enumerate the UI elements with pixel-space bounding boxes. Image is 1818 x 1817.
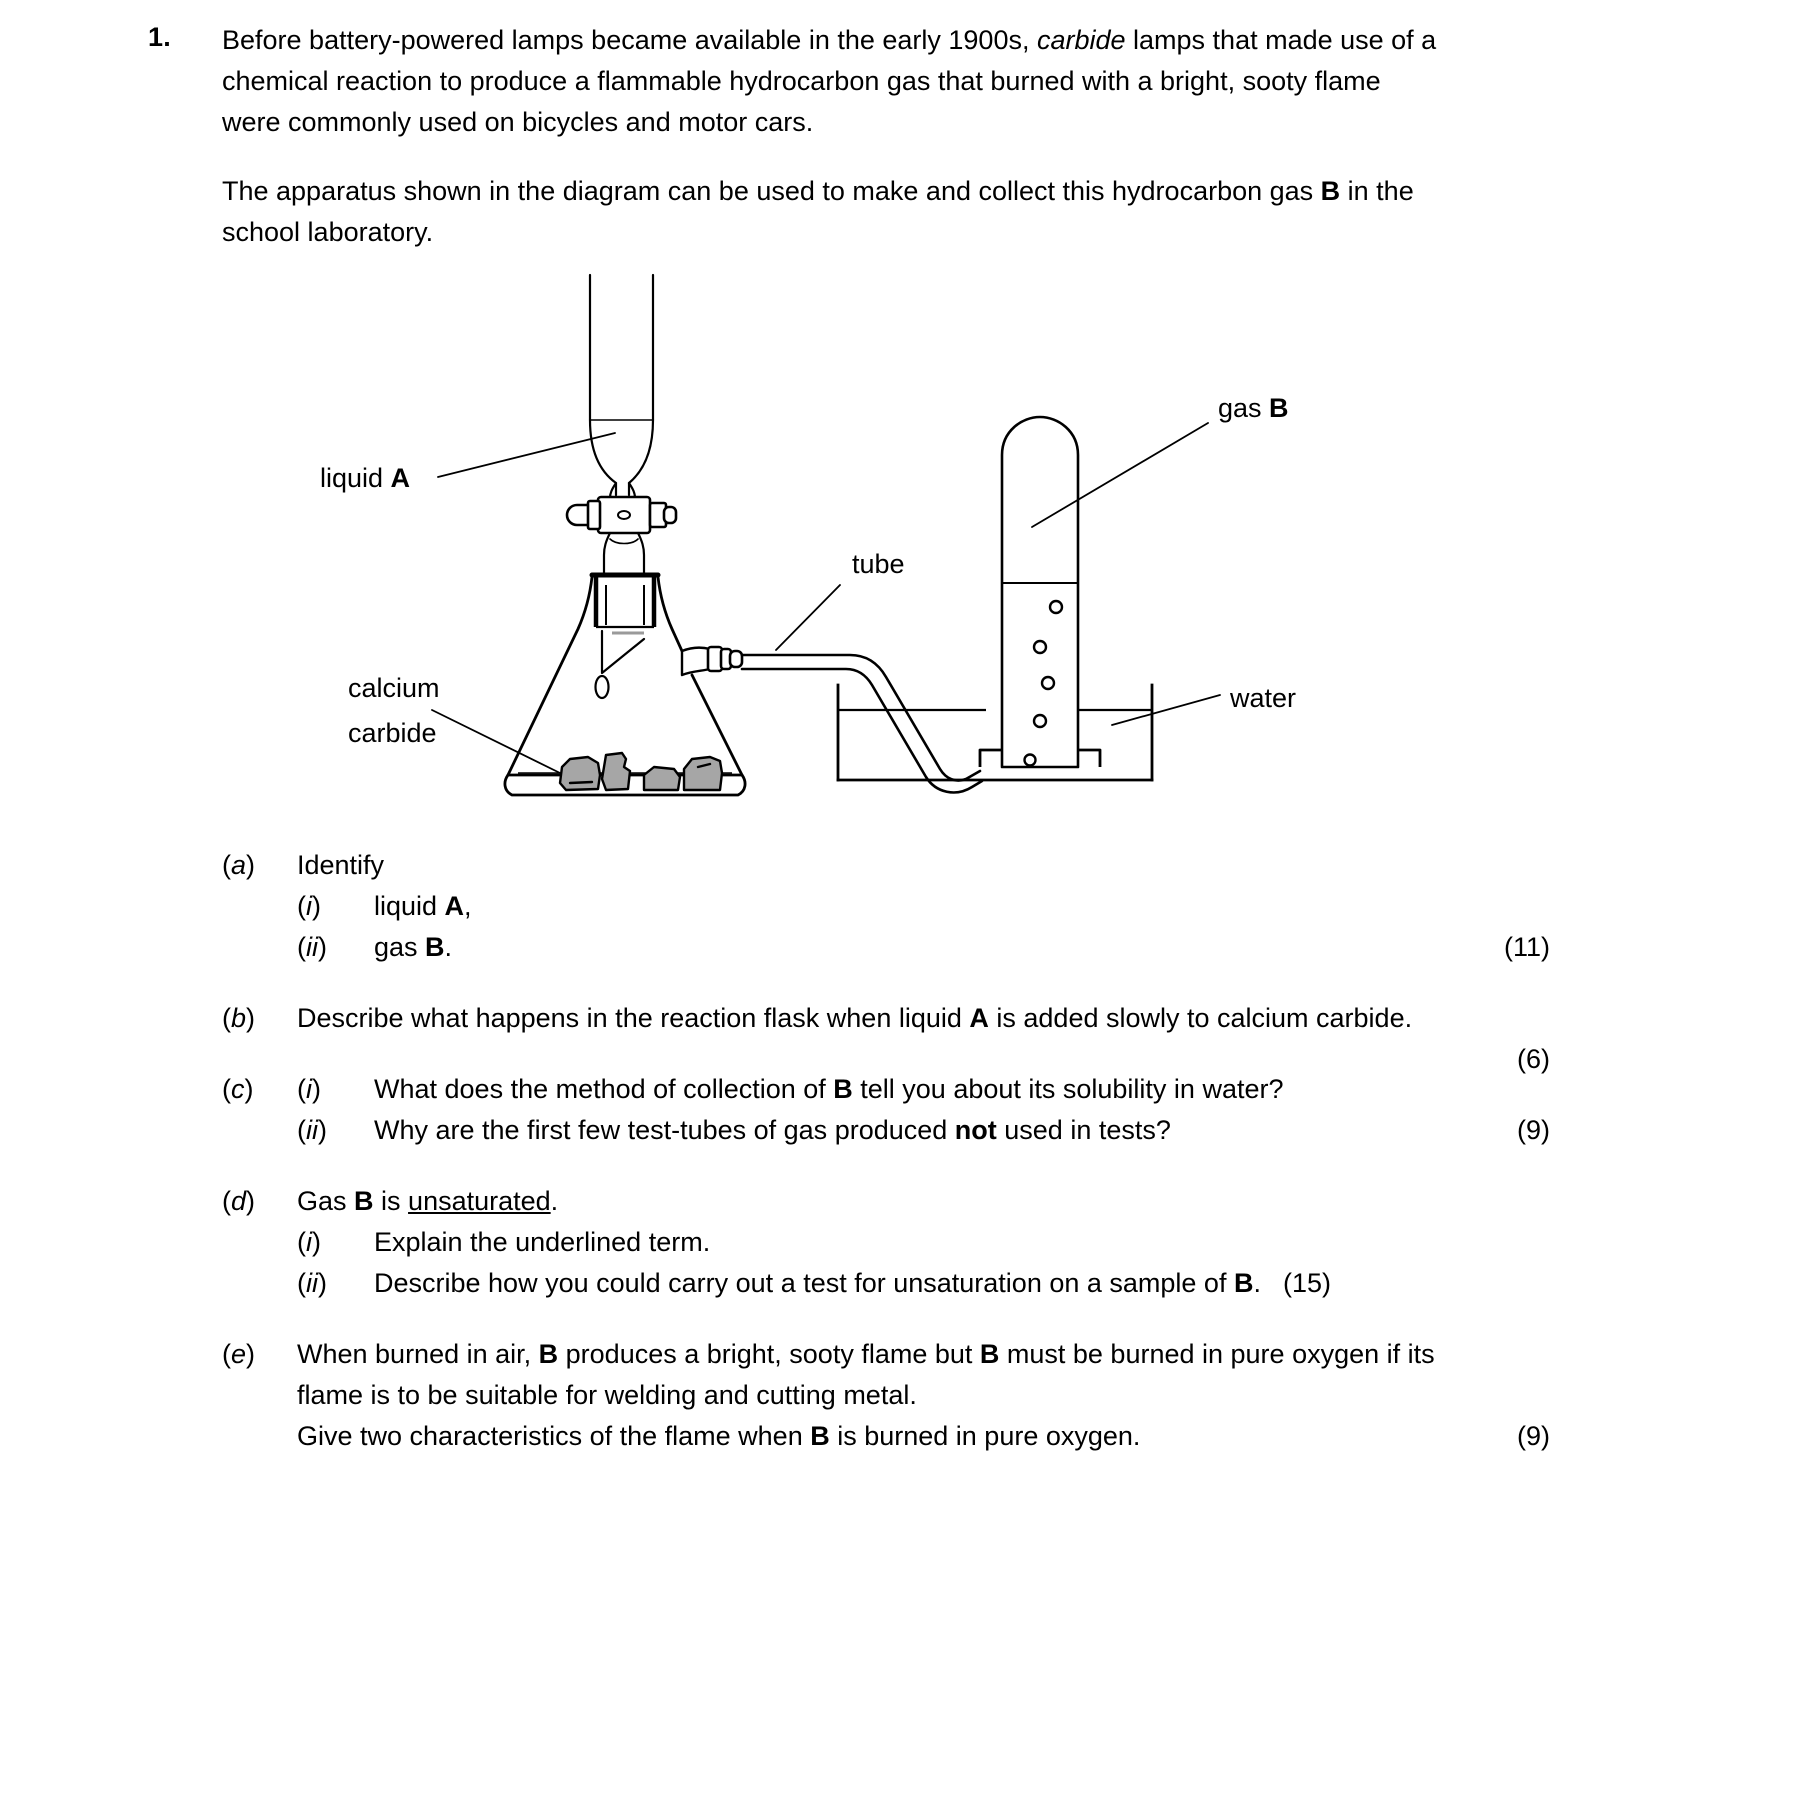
part-d [222,1181,1542,1304]
stopcock-handle-collar [588,501,600,529]
stopcock-right-stub [664,507,676,523]
stem-p2-part-a: The apparatus shown in the diagram can be used to make and collect this hydrocarbon gas [222,176,1321,206]
part-c-label: (c) [222,1074,254,1104]
gas-bubble-1 [1050,601,1062,613]
tube-support-left [980,750,1002,767]
gas-bubble-3 [1042,677,1054,689]
part-b [222,998,1550,1074]
part-b-text: Describe what happens in the reaction flask when liquid A is added slowly to calcium carbide. [297,1003,1413,1033]
part-d-sub-ii-label: (ii) [297,1268,327,1298]
stem-p1-italic-carbide: carbide [1036,25,1126,55]
part-d-sub-i-text: Explain the underlined term. [374,1227,711,1257]
stem-p2-bold-b: B [1320,176,1341,206]
label-gas-b-text: gas [1218,393,1270,423]
funnel-cone-left [590,420,616,495]
part-e-marks: (9) [1517,1421,1550,1451]
apparatus-diagram [240,255,1580,825]
part-d-sub-i-row [222,1222,1542,1263]
label-gas-b-bold: B [1269,393,1289,423]
part-a-sub-i-label: (i) [297,891,321,921]
part-a-heading-row [222,845,1542,886]
carbide-lump-1 [560,757,600,790]
part-d-sub-ii-row [222,1263,1542,1304]
label-liquid-a-text: liquid [320,463,391,493]
part-d-sub-i-label: (i) [297,1227,321,1257]
stopcock-lower-left [604,533,610,573]
part-d-heading: Gas B is unsaturated. [297,1186,559,1216]
carbide-lump-3 [644,767,680,790]
label-water: water [1230,683,1297,713]
funnel-cone-right [629,420,653,495]
leader-calcium-carbide [432,710,560,773]
gas-bubble-2 [1034,641,1046,653]
carbide-lump-2 [602,753,630,790]
part-c [222,1069,1550,1151]
flask-side-arm [682,648,710,675]
part-b-row [222,998,1550,1074]
stopcock-bore [618,511,630,519]
part-a-label: (a) [222,850,256,880]
stem-p1-part-b: lamps that made use of a chemical reaction to produce a flammable hydrocarbon gas that burned with a bright, sooty flame were commonly used on bicycles and motor cars. [222,25,1437,137]
part-c-sub-ii-text: Why are the first few test-tubes of gas produced not used in tests? [374,1115,1171,1145]
flask-right-wall-upper [658,577,682,651]
carbide-lump-1-facet [570,782,592,783]
side-arm-stub [730,651,742,667]
part-a-sub-ii-text: gas B. [374,932,453,962]
part-a-sub-ii-label: (ii) [297,932,327,962]
liquid-drop [596,676,609,698]
question-number: 1. [148,22,171,52]
question-stem [222,20,1437,253]
part-c-sub-ii-label: (ii) [297,1115,327,1145]
stopcock-lower-right [638,533,644,573]
part-c-marks: (9) [1517,1115,1550,1145]
leader-liquid-a [438,433,615,477]
part-e [222,1334,1550,1457]
part-d-label: (d) [222,1186,256,1216]
stopcock-bulb-seam [610,539,638,544]
part-e-second-row [222,1416,1550,1457]
carbide-lump-4 [684,757,722,790]
label-liquid-a-bold: A [390,463,411,493]
label-calcium-line2: carbide [348,718,437,748]
stem-p2-part-b: in the school laboratory. [222,176,1414,247]
label-calcium-line1: calcium [348,673,440,703]
stem-paragraph-1 [222,20,1437,143]
flask-left-wall [508,577,592,775]
funnel-stem-tip [602,631,644,673]
question-parts [222,845,1550,1487]
part-e-label: (e) [222,1339,256,1369]
part-a-marks: (11) [1503,932,1550,962]
label-gas-b [1218,393,1289,423]
part-c-sub-i-text: What does the method of collection of B tell you about its solubility in water? [374,1074,1284,1104]
label-liquid-a [320,463,410,493]
gas-bubble-5 [1025,755,1036,766]
part-c-sub-i-row [222,1069,1542,1110]
part-b-label: (b) [222,1003,256,1033]
stem-paragraph-2 [222,171,1437,253]
gas-bubble-4 [1034,715,1046,727]
part-b-marks: (6) [1517,1044,1550,1074]
part-e-text-2: Give two characteristics of the flame when B is burned in pure oxygen. [297,1421,1141,1451]
leader-tube [776,585,840,650]
part-c-sub-ii-row [222,1110,1550,1151]
tube-support-right [1078,750,1100,767]
part-a-sub-i-row [222,886,1542,927]
part-d-sub-ii-text: Describe how you could carry out a test for unsaturation on a sample of B. (15) [374,1268,1331,1298]
part-a [222,845,1550,968]
part-d-marks: (15) [1282,1268,1331,1298]
part-c-sub-i-label: (i) [297,1074,321,1104]
part-a-sub-ii-row [222,927,1550,968]
delivery-tube-inner [742,669,982,792]
part-e-row [222,1334,1542,1416]
label-tube: tube [852,549,905,579]
part-a-heading: Identify [297,850,385,880]
part-e-text: When burned in air, B produces a bright, sooty flame but B must be burned in pure oxygen if its flame is to be suitable for welding and cutting metal. [297,1339,1435,1410]
stem-p1-part-a: Before battery-powered lamps became available in the early 1900s, [222,25,1037,55]
part-a-sub-i-text: liquid A, [374,891,472,921]
part-d-heading-row [222,1181,1542,1222]
